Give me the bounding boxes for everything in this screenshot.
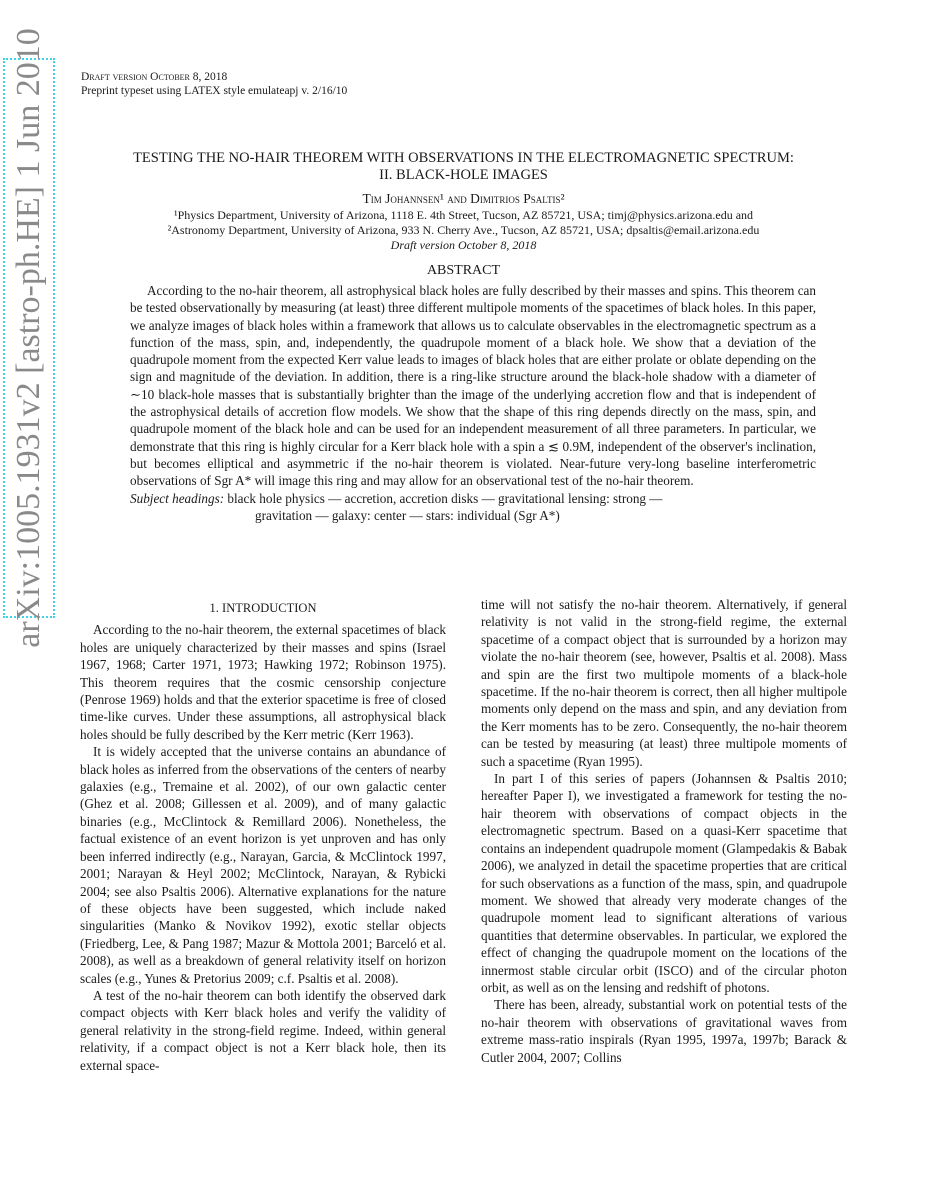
paper-title [60, 150, 867, 184]
page-header [81, 70, 347, 98]
paragraph: It is widely accepted that the universe contains an abundance of black holes as inferred from the observations of the centers of nearby galaxies (e.g., Tremaine et al. 2002), of our own galactic center (Ghez et al. 2008; Gillessen et al. 2009), and of many galactic binaries (e.g., McClintock & Remillard 2006). Nonetheless, the factual existence of an event horizon is yet unproven and has only been inferred indirectly (e.g., Narayan, Garcia, & McClintock 1997, 2001; Narayan & Heyl 2002; McClintock, Narayan, & Rybicki 2004; see also Psaltis 2006). Alternative explanations for the nature of these objects have been suggested, which include naked singularities (Manko & Novikov 1992), exotic stellar objects (Friedberg, Lee, & Pang 1987; Mazur & Mottola 2001; Barceló et al. 2008), as well as a breakdown of general relativity itself on horizon scales (e.g., Yunes & Pretorius 2009; c.f. Psaltis et al. 2008). [80, 744, 446, 986]
preprint-note: Preprint typeset using LATEX style emulateapj v. 2/16/10 [81, 85, 348, 97]
draft-version: Draft version October 8, 2018 [81, 71, 228, 83]
affiliations [60, 208, 867, 253]
left-column [80, 600, 446, 1074]
abstract-heading: ABSTRACT [426, 263, 501, 278]
subject-line: black hole physics — accretion, accretion disks — gravitational lensing: strong — [227, 490, 663, 506]
paragraph: In part I of this series of papers (Johannsen & Psaltis 2010; hereafter Paper I), we investigated a framework for testing the no-hair theorem with observations of compact objects in the electromagnetic spectrum. Based on a quasi-Kerr spacetime that contains an independent quadrupole moment (Glampedakis & Babak 2006), we analyzed in detail the spacetime properties that are critical for such observations as a function of the mass, spin, and quadrupole moment. We showed that already very moderate changes of the quadrupole moment lead to significant alterations of various quantities that determine observables. In particular, we explored the effect of changing the quadrupole moment on the locations of the innermost stable circular orbit (ISCO) and of the circular photon orbit, as well as on the lensing and redshift of photons. [481, 771, 847, 995]
paragraph: A test of the no-hair theorem can both identify the observed dark compact objects with Kerr black holes and verify the validity of general relativity in the strong-field regime. Indeed, within general relativity, if a compact object is not a Kerr black hole, then its external space- [80, 987, 446, 1073]
subject-headings [130, 490, 816, 525]
right-column [481, 596, 847, 1066]
arxiv-stamp [3, 28, 55, 648]
arxiv-id: arXiv:1005.1931v2 [astro-ph.HE] 1 Jun 2010 [10, 28, 47, 648]
paragraph: According to the no-hair theorem, the external spacetimes of black holes are uniquely characterized by their masses and spins (Israel 1967, 1968; Carter 1971, 1973; Hawking 1972; Robinson 1975). This theorem requires that the cosmic censorship conjecture (Penrose 1969) holds and that the exterior spacetime is free of closed time-like curves. Under these assumptions, all astrophysical black holes should be fully described by the Kerr metric (Kerr 1963). [80, 622, 446, 742]
section-heading: 1. INTRODUCTION [209, 601, 317, 615]
title-line: TESTING THE NO-HAIR THEOREM WITH OBSERVATIONS IN THE ELECTROMAGNETIC SPECTRUM: [133, 150, 794, 166]
subject-line: gravitation — galaxy: center — stars: individual (Sgr A*) [255, 507, 560, 523]
abstract [130, 282, 816, 524]
draft-date: Draft version October 8, 2018 [390, 238, 537, 252]
affiliation: ²Astronomy Department, University of Arizona, 933 N. Cherry Ave., Tucson, AZ 85721, USA; dpsaltis@email.arizona.edu [167, 223, 760, 237]
authors: Tim Johannsen¹ and Dimitrios Psaltis² [362, 191, 565, 206]
abstract-text: According to the no-hair theorem, all astrophysical black holes are fully described by their masses and spins. This theorem can be tested observationally by measuring (at least) three different multipole moments of the spacetimes of black holes. In this paper, we analyze images of black holes within a framework that allows us to calculate observables in the electromagnetic spectrum as a function of the mass, spin, and, independently, the quadrupole moment of a black hole. We show that a deviation of the quadrupole moment from the expected Kerr value leads to images of black holes that are either prolate or oblate depending on the sign and magnitude of the deviation. In addition, there is a ring-like structure around the black-hole shadow with a diameter of ∼10 black-hole masses that is substantially brighter than the image of the underlying accretion flow and that is independent of the astrophysical details of accretion flow models. We show that the shape of this ring depends directly on the mass, spin, and quadrupole moment of the black hole and can be used for an independent measurement of all three parameters. In particular, we demonstrate that this ring is highly circular for a Kerr black hole with a spin a ≲ 0.9M, independent of the observer's inclination, but becomes elliptical and asymmetric if the no-hair theorem is violated. Near-future very-long baseline interferometric observations of Sgr A* will image this ring and may allow for an observational test of the no-hair theorem. [130, 283, 816, 489]
subject-label: Subject headings: [130, 490, 225, 506]
title-line: II. BLACK-HOLE IMAGES [379, 167, 548, 183]
affiliation: ¹Physics Department, University of Arizona, 1118 E. 4th Street, Tucson, AZ 85721, USA; timj@physics.arizona.edu and [173, 208, 754, 222]
paragraph: There has been, already, substantial work on potential tests of the no-hair theorem with observations of gravitational waves from extreme mass-ratio inspirals (Ryan 1995, 1997a, 1997b; Barack & Cutler 2004, 2007; Collins [481, 997, 847, 1065]
paragraph: time will not satisfy the no-hair theorem. Alternatively, if general relativity is not valid in the strong-field regime, the external spacetime of a compact object that is surrounded by a horizon may violate the no-hair theorem (see, however, Psaltis et al. 2008). Mass and spin are the first two multipole moments of a black-hole spacetime. If the no-hair theorem is correct, then all higher multipole moments only depend on the mass and spin, and any deviation from the Kerr moments has to be zero. Consequently, the no-hair theorem can be tested by measuring (at least) three multipole moments of such a spacetime (Ryan 1995). [481, 597, 847, 769]
